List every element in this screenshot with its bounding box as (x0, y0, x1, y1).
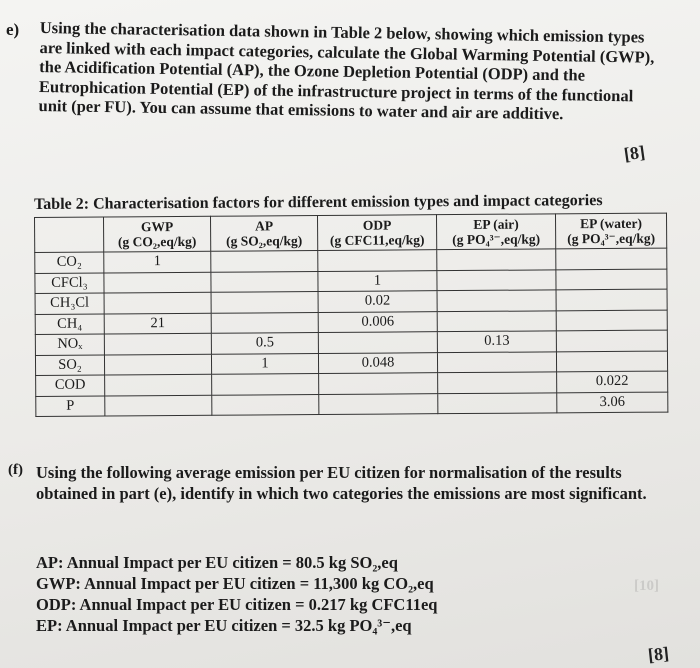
cell-odp (318, 250, 437, 271)
cell-odp: 0.048 (318, 352, 437, 373)
cell-ep-water (556, 269, 667, 290)
impact-list (36, 552, 437, 636)
cell-odp (318, 332, 437, 353)
table-caption: Table 2: Characterisation factors for different emission types and impact categories (34, 192, 603, 213)
cell-odp (319, 393, 438, 414)
column-header-gwp (104, 216, 211, 252)
cell-ep-water (556, 289, 667, 310)
question-e-text: Using the characterisation data shown in Table 2 below, showing which emission types are linked with each impact categories, calculate the Global Warming Potential (GWP), the Acidification Potential (AP), the Ozone Depletion Potential (ODP) and the Eutrophication Potential (EP) of the infrastructure project in terms of the functional unit (per FU). You can assume that emissions to water and air are additive. (38, 18, 655, 124)
cell-ep-air (437, 351, 556, 372)
cell-ep-air (437, 310, 556, 331)
cell-gwp: 21 (104, 313, 211, 334)
column-name: GWP (140, 219, 174, 235)
column-name: EP (air) (473, 216, 519, 232)
column-name: ODP (362, 217, 392, 233)
cell-ap: 1 (211, 353, 318, 374)
characterisation-table (34, 213, 668, 417)
question-f-text: Using the following average emission per EU citizen for normalisation of the results obtained in part (e), identify in which two categories the emissions are most significant. (36, 463, 647, 503)
cell-gwp (104, 292, 211, 313)
question-f-marks-bottom: [8] (646, 642, 670, 666)
row-label: COD (36, 375, 105, 396)
cell-gwp (105, 395, 212, 416)
cell-gwp (104, 272, 211, 293)
impact-ap: AP: Annual Impact per EU citizen = 80.5 kg SO₂,eq (36, 553, 398, 572)
cell-ap (211, 251, 318, 272)
question-f-marks-right: [10] (634, 578, 659, 594)
cell-odp (319, 373, 438, 394)
cell-ap (211, 292, 318, 313)
characterisation-table-wrap (34, 213, 668, 417)
column-header-ep-air (436, 214, 555, 250)
cell-odp: 1 (318, 270, 437, 291)
row-label: P (36, 396, 105, 417)
cell-ep-air (437, 249, 556, 270)
column-unit: (g CFC11,eq/kg) (329, 232, 425, 248)
question-e-label: e) (6, 20, 20, 39)
row-label: NOₓ (35, 334, 104, 355)
question-e-marks: [8] (622, 141, 647, 165)
column-name: EP (water) (580, 215, 643, 232)
cell-gwp (104, 333, 211, 354)
impact-gwp: GWP: Annual Impact per EU citizen = 11,300 kg CO₂,eq (36, 574, 434, 593)
column-header-ap (210, 216, 317, 252)
row-label: CH₃Cl (35, 293, 104, 314)
impact-ep: EP: Annual Impact per EU citizen = 32.5 kg PO₄³⁻,eq (36, 616, 412, 635)
cell-ep-air (438, 392, 557, 413)
cell-ep-water: 3.06 (557, 392, 668, 413)
cell-ap: 0.5 (211, 333, 318, 354)
cell-ep-water (556, 351, 667, 372)
cell-ap (211, 312, 318, 333)
row-label: CFCl₃ (35, 273, 104, 294)
cell-ep-air (437, 290, 556, 311)
table-header-row (35, 213, 667, 252)
row-label: SO₂ (35, 355, 104, 376)
cell-ep-water (556, 310, 667, 331)
cell-ap (212, 394, 319, 415)
cell-ep-air: 0.13 (437, 331, 556, 352)
column-unit: (g CO₂,eq/kg) (117, 233, 197, 250)
column-name: AP (255, 218, 274, 234)
column-unit: (g SO₂,eq/kg) (226, 233, 303, 249)
cell-ep-water (556, 330, 667, 351)
cell-gwp (105, 374, 212, 395)
table-row-p (36, 392, 668, 417)
impact-odp: ODP: Annual Impact per EU citizen = 0.217 kg CFC11eq (36, 595, 438, 614)
cell-ep-air (437, 269, 556, 290)
column-header-ep-water (555, 213, 666, 249)
cell-odp: 0.02 (318, 291, 437, 312)
column-unit: (g PO₄³⁻,eq/kg) (452, 231, 541, 248)
table-corner-cell (35, 217, 104, 252)
cell-gwp (104, 354, 211, 375)
cell-ep-water (556, 248, 667, 269)
row-label: CO₂ (35, 252, 104, 273)
cell-odp: 0.006 (318, 311, 437, 332)
cell-ep-air (438, 372, 557, 393)
column-unit: (g PO₄³⁻,eq/kg) (567, 230, 656, 247)
question-f (8, 462, 688, 504)
column-header-odp (317, 215, 436, 251)
cell-ep-water: 0.022 (557, 371, 668, 392)
cell-gwp: 1 (104, 251, 211, 272)
cell-ap (212, 374, 319, 395)
question-f-label: (f) (8, 462, 23, 478)
cell-ap (211, 271, 318, 292)
row-label: CH₄ (35, 314, 104, 335)
